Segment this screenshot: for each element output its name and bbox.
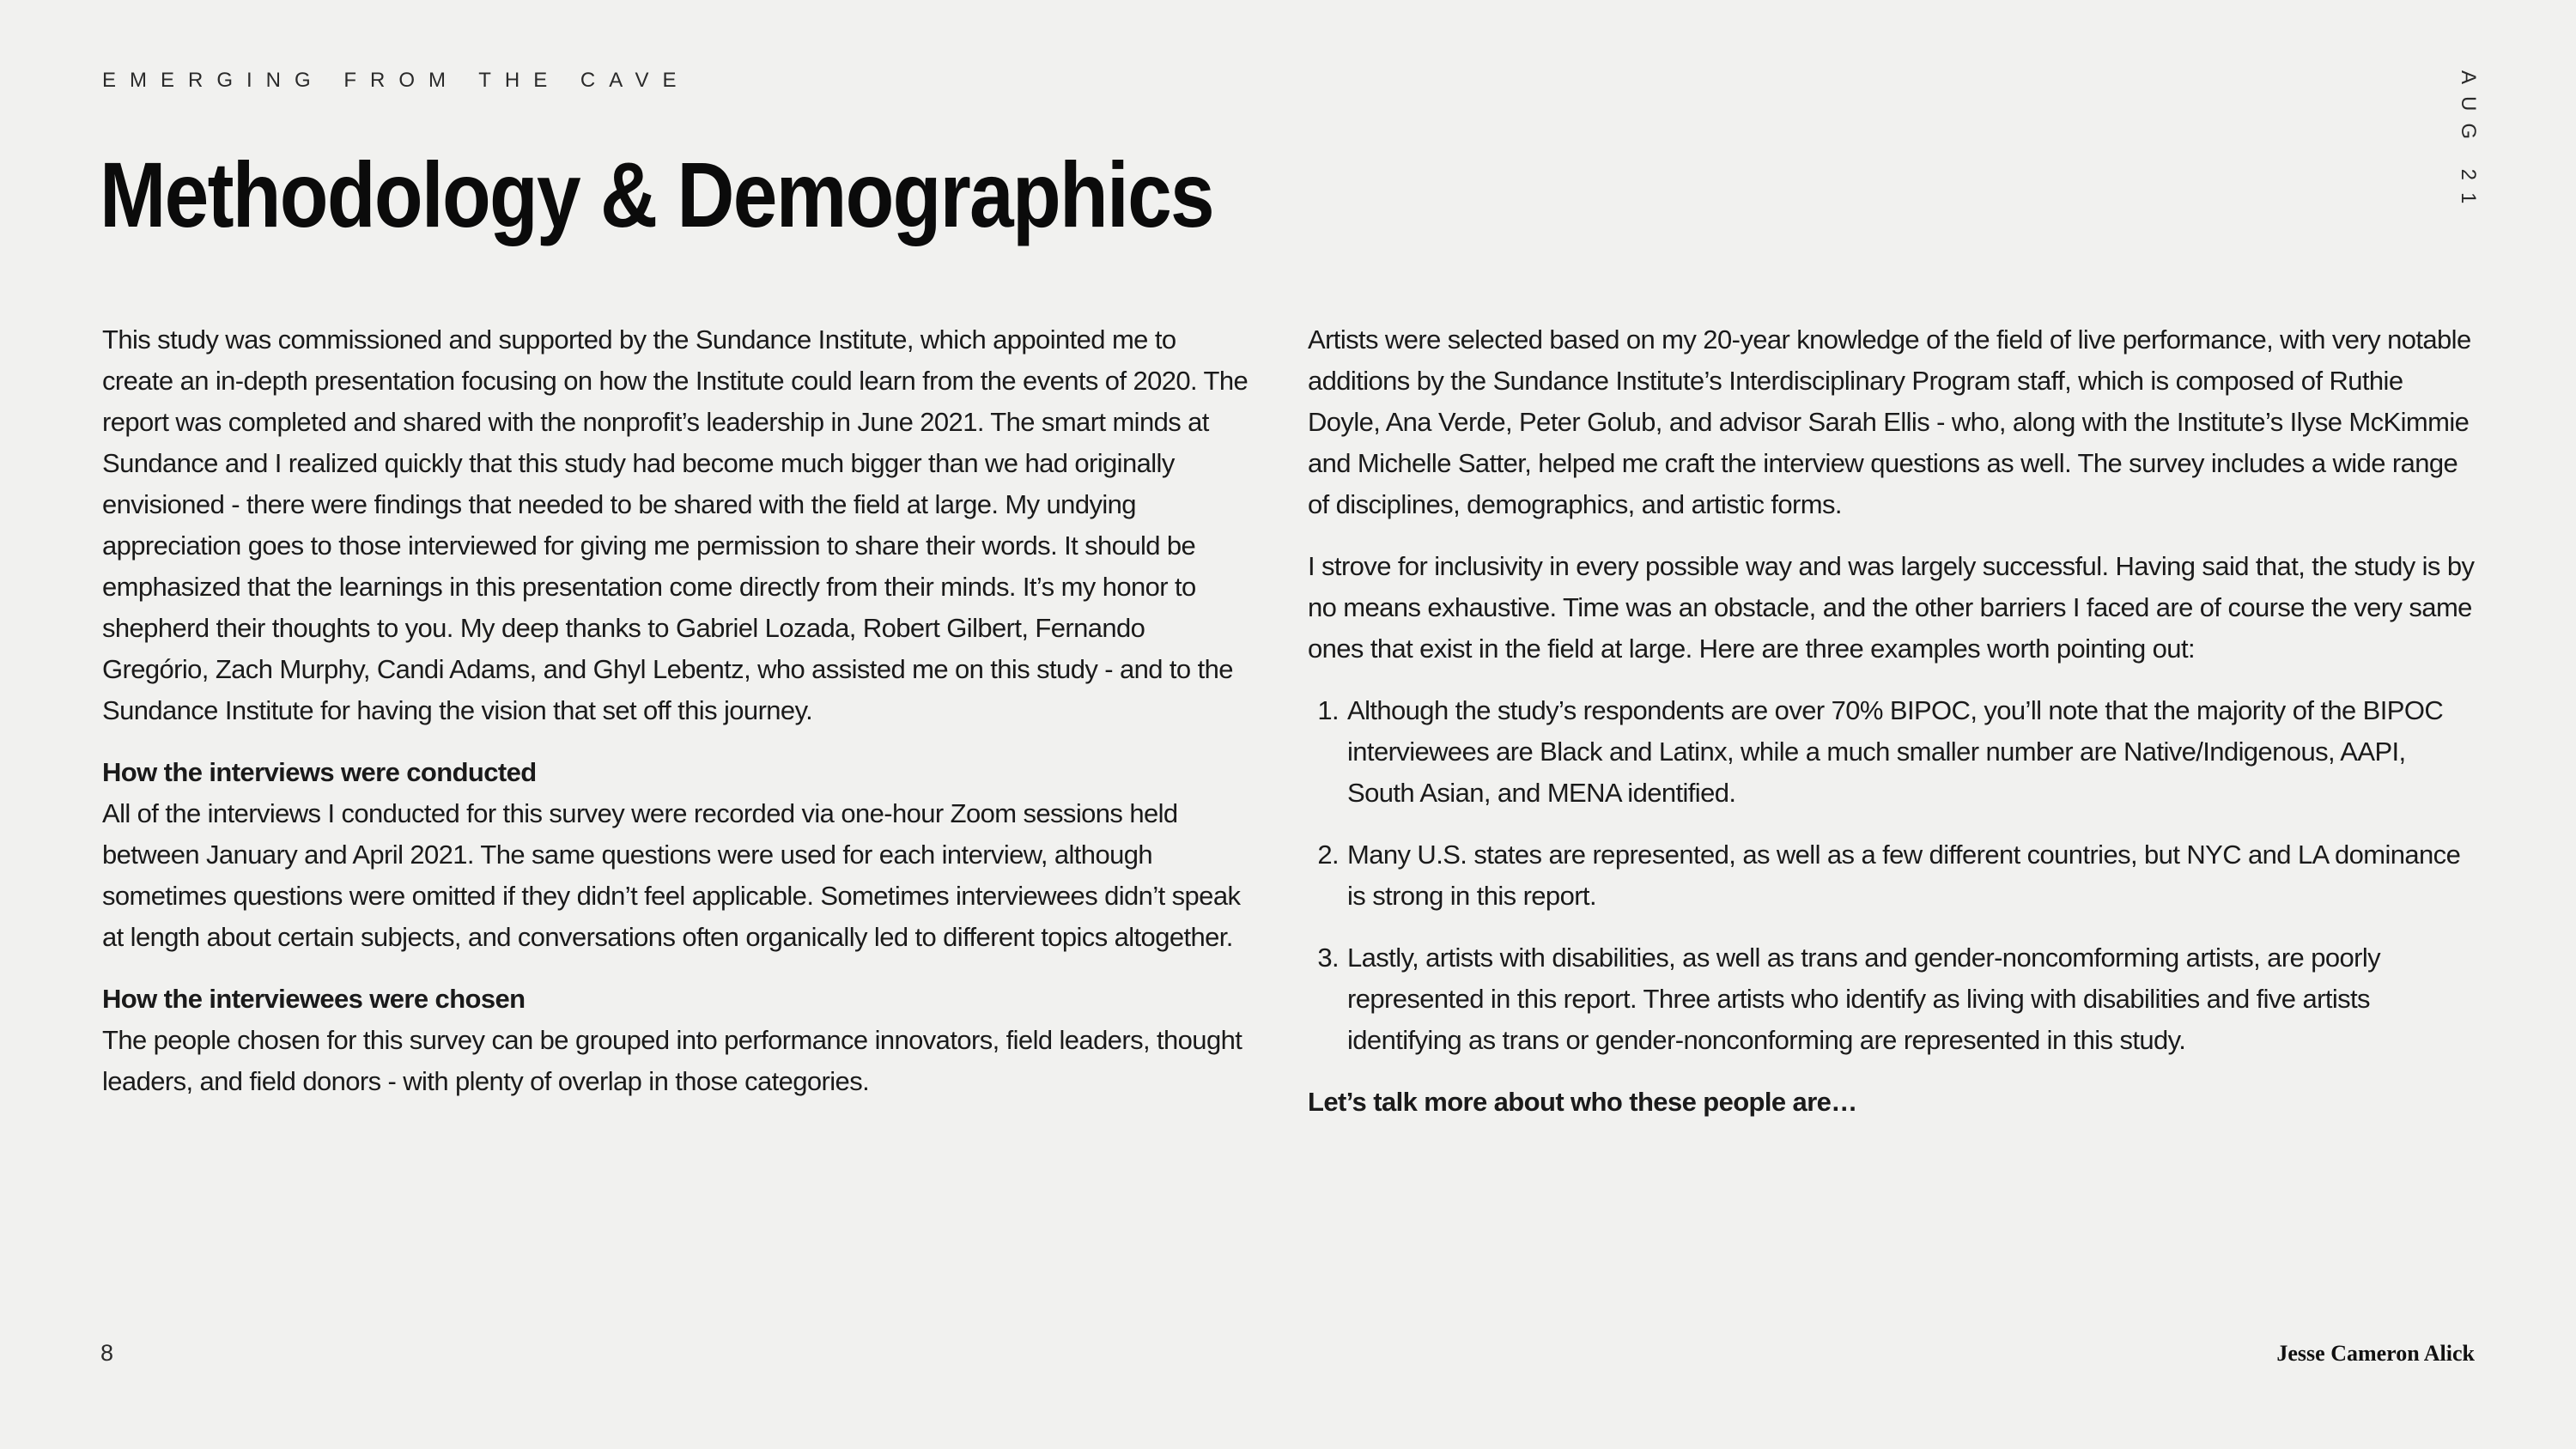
left-column [102, 319, 1253, 1123]
interviews-heading: How the interviews were conducted [102, 757, 537, 787]
closing-line: Let’s talk more about who these people are… [1308, 1087, 1857, 1117]
side-date-label: AUG 21 [2457, 70, 2480, 216]
chosen-paragraph: The people chosen for this survey can be grouped into performance innovators, field leaders, thought leaders, and field donors - with plenty of overlap in those categories. [102, 1025, 1242, 1096]
right-column [1308, 319, 2477, 1123]
selection-paragraph: Artists were selected based on my 20-year knowledge of the field of live performance, with very notable additions by the Sundance Institute’s Interdisciplinary Program staff, which is composed of Ruthie Doyle, Ana Verde, Peter Golub, and advisor Sarah Ellis - who, along with the Institute’s Ilyse McKimmie and Michelle Satter, helped me craft the interview questions as well. The survey includes a wide range of disciplines, demographics, and artistic forms. [1308, 324, 2471, 519]
intro-paragraph: This study was commissioned and supported by the Sundance Institute, which appointed me to create an in-depth presentation focusing on how the Institute could learn from the events of 2020. The report was completed and shared with the nonprofit’s leadership in June 2021. The smart minds at Sundance and I realized quickly that this study had become much bigger than we had originally envisioned - there were findings that needed to be shared with the field at large. My undying appreciation goes to those interviewed for giving me permission to share their words. It should be emphasized that the learnings in this presentation come directly from their minds. It’s my honor to shepherd their thoughts to you. My deep thanks to Gabriel Lozada, Robert Gilbert, Fernando Gregório, Zach Murphy, Candi Adams, and Ghyl Lebentz, who assisted me on this study - and to the Sundance Institute for having the vision that set off this journey. [102, 324, 1249, 725]
chosen-heading: How the interviewees were chosen [102, 984, 526, 1014]
page-number: 8 [100, 1340, 114, 1366]
list-item: 1. Although the study’s respondents are over 70% BIPOC, you’ll note that the majority of the BIPOC interviewees are Black and Latinx, while a much smaller number are Native/Indigenous, AAPI, South Asian, and MENA identified. [1346, 690, 2477, 814]
list-item: 3. Lastly, artists with disabilities, as well as trans and gender-noncomforming artists, are poorly represented in this report. Three artists who identify as living with disabilities and five artists identifying as trans or gender-nonconforming are represented in this study. [1346, 937, 2477, 1061]
interviews-paragraph: All of the interviews I conducted for this survey were recorded via one-hour Zoom sessions held between January and April 2021. The same questions were used for each interview, although sometimes questions were omitted if they didn’t feel applicable. Sometimes interviewees didn’t speak at length about certain subjects, and conversations often organically led to different topics altogether. [102, 798, 1241, 952]
section-kicker: EMERGING FROM THE CAVE [102, 69, 690, 92]
examples-list [1308, 690, 2477, 1061]
inclusivity-paragraph: I strove for inclusivity in every possible way and was largely successful. Having said that, the study is by no means exhaustive. Time was an obstacle, and the other barriers I faced are of course the very same ones that exist in the field at large. Here are three examples worth pointing out: [1308, 551, 2475, 664]
author-name: Jesse Cameron Alick [2276, 1341, 2475, 1366]
list-item: 2. Many U.S. states are represented, as well as a few different countries, but NYC and LA dominance is strong in this report. [1346, 834, 2477, 917]
page-title: Methodology & Demographics [100, 142, 1213, 246]
